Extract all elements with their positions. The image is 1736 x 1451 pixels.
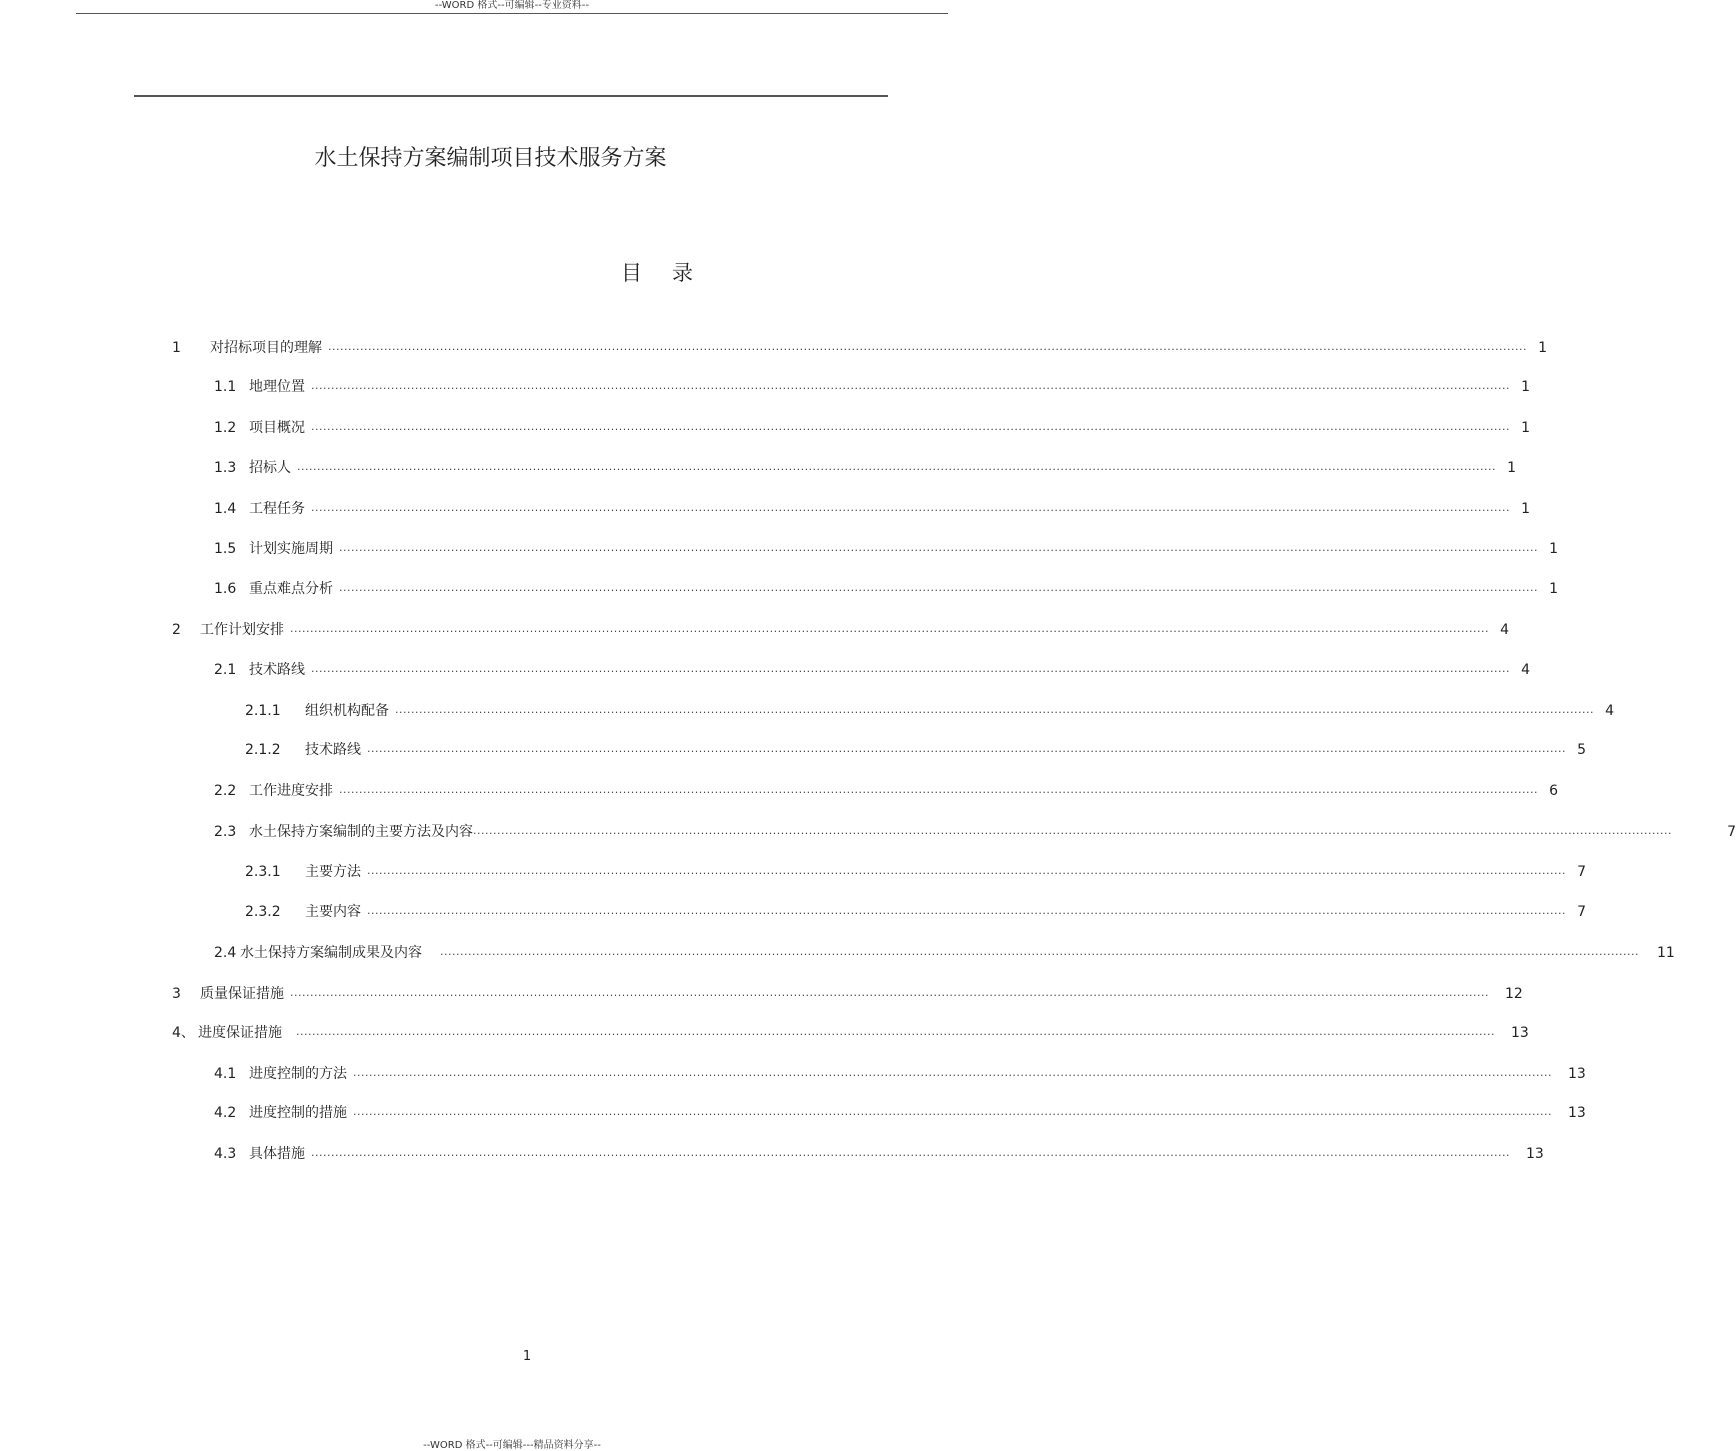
toc-entry[interactable] (214, 781, 1558, 801)
toc-dot-leader: ............................................................................................................................................................................................................................................................................................................ (311, 420, 1510, 433)
toc-entry-label: 工作进度安排 (249, 783, 333, 799)
toc-entry-page: 13 (1567, 1105, 1586, 1121)
toc-entry[interactable] (214, 579, 1558, 599)
toc-entry-number: 4.2 (214, 1105, 237, 1121)
toc-entry-number: 4.1 (214, 1066, 237, 1082)
toc-entry-label: 工程任务 (249, 501, 305, 517)
toc-entry[interactable] (214, 418, 1530, 438)
toc-entry-number: 2.1 (214, 662, 237, 678)
toc-entry-number: 1.5 (214, 541, 237, 557)
toc-entry-page: 5 (1577, 742, 1586, 758)
toc-entry[interactable] (172, 984, 1523, 1004)
toc-entry-number: 2.1.2 (245, 742, 281, 758)
toc-dot-leader: ............................................................................................................................................................................................................................................................................................................ (296, 1025, 1495, 1038)
page-number: 1 (522, 1349, 532, 1364)
toc-entry-label: 招标人 (249, 460, 291, 476)
toc-entry[interactable] (214, 499, 1530, 519)
toc-dot-leader: ............................................................................................................................................................................................................................................................................................................ (290, 622, 1489, 635)
toc-dot-leader: ............................................................................................................................................................................................................................................................................................................ (311, 379, 1510, 392)
toc-entry[interactable] (214, 822, 1736, 842)
toc-entry-number: 2.1.1 (245, 703, 281, 719)
toc-entry[interactable] (245, 701, 1614, 721)
toc-entry-label: 重点难点分析 (249, 581, 333, 597)
toc-entry-label: 水土保持方案编制成果及内容 (240, 945, 422, 961)
toc-dot-leader: ............................................................................................................................................................................................................................................................................................................ (473, 824, 1672, 837)
toc-entry-page: 6 (1549, 783, 1558, 799)
toc-entry-page: 7 (1577, 904, 1586, 920)
toc-dot-leader: ............................................................................................................................................................................................................................................................................................................ (367, 742, 1566, 755)
toc-entry-page: 13 (1525, 1146, 1544, 1162)
toc-entry-label: 进度控制的措施 (249, 1105, 347, 1121)
toc-dot-leader: ............................................................................................................................................................................................................................................................................................................ (328, 340, 1527, 353)
toc-entry-number: 1.1 (214, 379, 237, 395)
toc-entry-page: 1 (1521, 501, 1530, 517)
toc-dot-leader: ............................................................................................................................................................................................................................................................................................................ (353, 1066, 1552, 1079)
toc-dot-leader: ............................................................................................................................................................................................................................................................................................................ (311, 662, 1510, 675)
toc-entry-label: 组织机构配备 (305, 703, 389, 719)
toc-dot-leader: ............................................................................................................................................................................................................................................................................................................ (395, 703, 1594, 716)
toc-entry-page: 4 (1500, 622, 1509, 638)
toc-entry-number: 1 (172, 340, 181, 356)
toc-entry-number: 4.3 (214, 1146, 237, 1162)
toc-entry-page: 4 (1605, 703, 1614, 719)
toc-entry-label: 技术路线 (249, 662, 305, 678)
toc-entry-page: 1 (1521, 379, 1530, 395)
toc-entry-page: 7 (1577, 864, 1586, 880)
toc-entry[interactable] (214, 539, 1558, 559)
toc-entry-label: 进度保证措施 (198, 1025, 282, 1041)
toc-entry-number: 1.2 (214, 420, 237, 436)
title-rule (134, 95, 888, 97)
toc-entry[interactable] (245, 902, 1586, 922)
toc-entry-label: 水土保持方案编制的主要方法及内容 (249, 824, 473, 840)
toc-dot-leader: ............................................................................................................................................................................................................................................................................................................ (339, 581, 1538, 594)
toc-heading-char-2: 录 (672, 261, 693, 285)
toc-entry[interactable] (214, 1103, 1586, 1123)
toc-entry-page: 13 (1510, 1025, 1529, 1041)
toc-entry-page: 1 (1538, 340, 1547, 356)
toc-entry-label: 计划实施周期 (249, 541, 333, 557)
toc-entry[interactable] (214, 660, 1530, 680)
page-footer: --WORD 格式--可编辑---精品资料分享-- (423, 1440, 601, 1451)
toc-entry-number: 4、 (172, 1025, 195, 1041)
toc-entry-number: 3 (172, 986, 181, 1002)
toc-dot-leader: ............................................................................................................................................................................................................................................................................................................ (367, 864, 1566, 877)
toc-entry-page: 1 (1521, 420, 1530, 436)
toc-entry-label: 进度控制的方法 (249, 1066, 347, 1082)
header-rule (76, 13, 948, 14)
toc-dot-leader: ............................................................................................................................................................................................................................................................................................................ (339, 783, 1538, 796)
toc-entry-page: 7 (1727, 824, 1736, 840)
toc-entry[interactable] (214, 377, 1530, 397)
toc-entry-number: 1.4 (214, 501, 237, 517)
toc-entry-number: 2.3.2 (245, 904, 281, 920)
toc-entry-label: 项目概况 (249, 420, 305, 436)
toc-entry-number: 2.2 (214, 783, 237, 799)
toc-entry-number: 2.4 (214, 945, 237, 961)
toc-entry[interactable] (245, 740, 1586, 760)
toc-entry-number: 1.3 (214, 460, 237, 476)
toc-dot-leader: ............................................................................................................................................................................................................................................................................................................ (339, 541, 1538, 554)
toc-dot-leader: ............................................................................................................................................................................................................................................................................................................ (440, 945, 1639, 958)
toc-dot-leader: ............................................................................................................................................................................................................................................................................................................ (311, 501, 1510, 514)
toc-entry-number: 2 (172, 622, 181, 638)
toc-entry-page: 1 (1549, 541, 1558, 557)
toc-entry-label: 地理位置 (249, 379, 305, 395)
toc-entry[interactable] (214, 943, 1675, 963)
toc-entry-label: 主要内容 (305, 904, 361, 920)
toc-dot-leader: ............................................................................................................................................................................................................................................................................................................ (367, 904, 1566, 917)
document-title: 水土保持方案编制项目技术服务方案 (314, 146, 667, 171)
toc-dot-leader: ............................................................................................................................................................................................................................................................................................................ (290, 986, 1489, 999)
toc-dot-leader: ............................................................................................................................................................................................................................................................................................................ (297, 460, 1496, 473)
toc-dot-leader: ............................................................................................................................................................................................................................................................................................................ (353, 1105, 1552, 1118)
toc-entry[interactable] (245, 862, 1586, 882)
page-header: --WORD 格式--可编辑--专业资料-- (434, 0, 590, 11)
toc-entry-number: 2.3.1 (245, 864, 281, 880)
toc-entry-page: 13 (1567, 1066, 1586, 1082)
toc-entry-label: 具体措施 (249, 1146, 305, 1162)
toc-entry-label: 质量保证措施 (200, 986, 284, 1002)
toc-entry[interactable] (172, 1023, 1529, 1043)
toc-entry[interactable] (214, 1064, 1586, 1084)
toc-entry-label: 工作计划安排 (200, 622, 284, 638)
toc-entry-label: 对招标项目的理解 (210, 340, 322, 356)
toc-heading (621, 257, 693, 287)
toc-entry[interactable] (214, 458, 1516, 478)
toc-entry-page: 12 (1504, 986, 1523, 1002)
toc-entry[interactable] (172, 338, 1547, 358)
toc-entry-number: 2.3 (214, 824, 237, 840)
toc-entry[interactable] (214, 1144, 1544, 1164)
toc-entry-label: 主要方法 (305, 864, 361, 880)
toc-entry-page: 4 (1521, 662, 1530, 678)
toc-entry-label: 技术路线 (305, 742, 361, 758)
toc-entry-number: 1.6 (214, 581, 237, 597)
toc-heading-char-1: 目 (621, 261, 642, 285)
toc-entry[interactable] (172, 620, 1509, 640)
toc-entry-page: 1 (1507, 460, 1516, 476)
toc-entry-page: 11 (1656, 945, 1675, 961)
toc-entry-page: 1 (1549, 581, 1558, 597)
toc-dot-leader: ............................................................................................................................................................................................................................................................................................................ (311, 1146, 1510, 1159)
